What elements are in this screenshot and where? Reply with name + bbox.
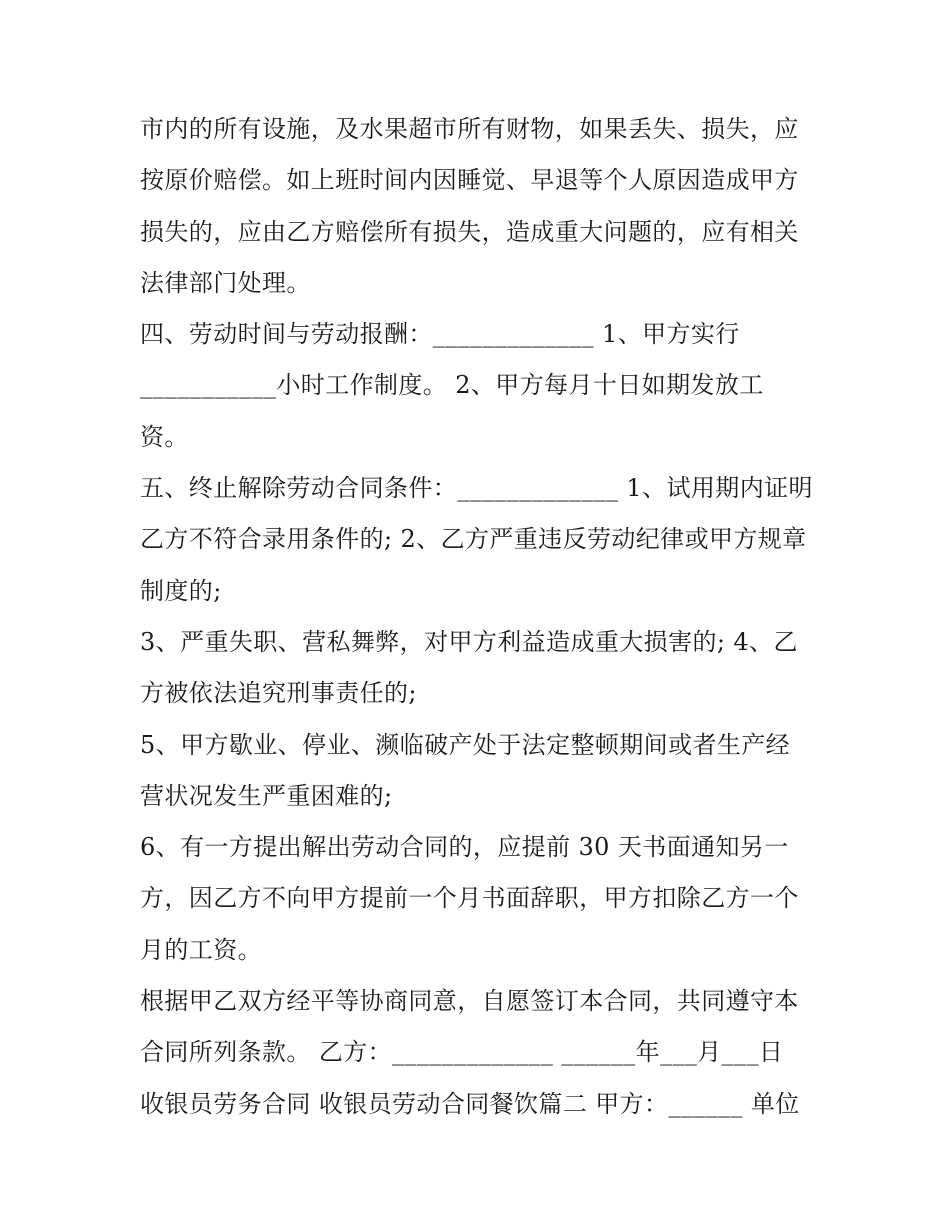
text-line: 资。 <box>140 422 189 451</box>
contract-body <box>140 104 820 1130</box>
text-line: 损失的，应由乙方赔偿所有损失，造成重大问题的，应有相关 <box>140 217 799 246</box>
clause-6-line: 6、有一方提出解出劳动合同的，应提前 30 天书面通知另一 <box>140 833 789 862</box>
text-line: 法律部门处理。 <box>140 268 311 297</box>
text-line: 月的工资。 <box>140 935 262 964</box>
agreement-statement-line: 根据甲乙双方经平等协商同意，自愿签订本合同，共同遵守本 <box>140 987 799 1016</box>
clause-3-line: 3、严重失职、营私舞弊，对甲方利益造成重大损害的; 4、乙 <box>140 627 798 656</box>
text-line: 方被依法追究刑事责任的; <box>140 679 417 708</box>
section-4-heading-line: 四、劳动时间与劳动报酬：_____________ 1、甲方实行 <box>140 320 740 349</box>
text-line: 市内的所有设施，及水果超市所有财物，如果丢失、损失，应 <box>140 115 799 143</box>
text-line: ___________小时工作制度。 2、甲方每月十日如期发放工 <box>140 371 764 400</box>
next-contract-heading-line: 收银员劳务合同 收银员劳动合同餐饮篇二 甲方：______ 单位 <box>140 1089 800 1118</box>
text-line: 乙方不符合录用条件的; 2、乙方严重违反劳动纪律或甲方规章 <box>140 525 807 554</box>
text-line: 方，因乙方不向甲方提前一个月书面辞职，甲方扣除乙方一个 <box>140 884 799 913</box>
text-line: 制度的; <box>140 576 222 605</box>
section-5-heading-line: 五、终止解除劳动合同条件：_____________ 1、试用期内证明 <box>140 474 813 503</box>
signature-date-line: 合同所列条款。 乙方：_____________ ______年___月___日 <box>140 1038 784 1067</box>
text-line: 按原价赔偿。如上班时间内因睡觉、早退等个人原因造成甲方 <box>140 166 799 195</box>
clause-5-line: 5、甲方歇业、停业、濒临破产处于法定整顿期间或者生产经 <box>140 730 791 759</box>
text-line: 营状况发生严重困难的; <box>140 781 393 810</box>
